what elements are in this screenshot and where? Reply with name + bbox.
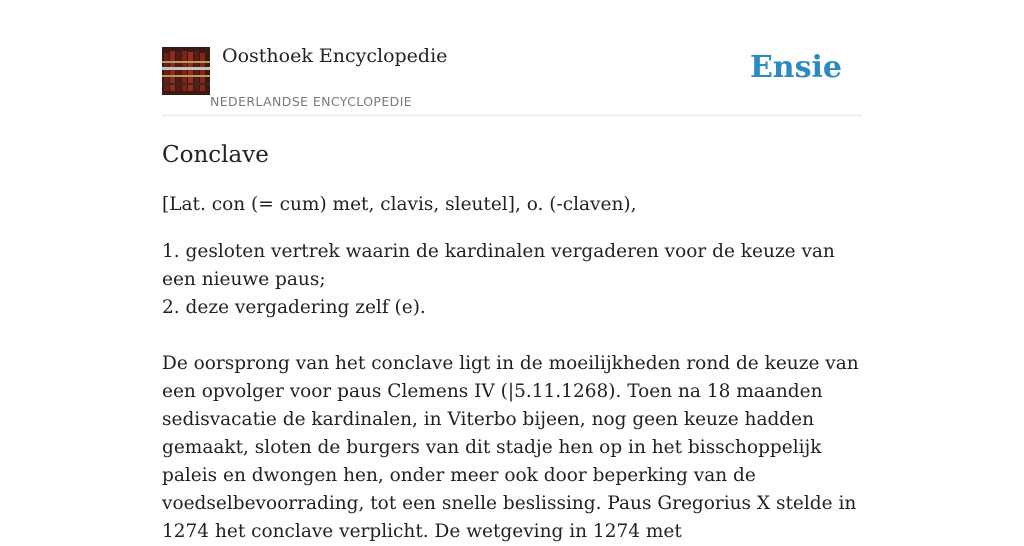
definition-2: 2. deze vergadering zelf (e). [162, 297, 426, 318]
article-definitions [162, 238, 862, 322]
article-paragraph: De oorsprong van het conclave ligt in de moeilijkheden rond de keuze van een opvolger voor paus Clemens IV (|5.11.1268). Toen na 18 maanden sedisvacatie de kardinalen, in Viterbo bijeen, nog geen keuze hadden gemaakt, sloten de burgers van dit stadje hen op in het bisschoppelijk paleis en dwongen hen, onder meer ook door beperking van de voedselbevoorrading, tot een snelle beslissing. Paus Gregorius X stelde in 1274 het conclave verplicht. De wetgeving in 1274 met [162, 353, 859, 542]
encyclopedia-books-icon[interactable] [162, 47, 210, 95]
article-etymology: [Lat. con (= cum) met, clavis, sleutel], o. (-claven), [162, 194, 637, 215]
site-subtitle: NEDERLANDSE ENCYCLOPEDIE [210, 94, 413, 109]
site-name[interactable]: Oosthoek Encyclopedie [222, 45, 448, 67]
page [162, 0, 862, 542]
article-body [162, 191, 862, 546]
definition-1: 1. gesloten vertrek waarin de kardinalen vergaderen voor de keuze van een nieuwe paus; [162, 241, 835, 290]
brand-logo[interactable]: Ensie [749, 50, 842, 85]
article-title: Conclave [162, 142, 269, 168]
site-header [162, 0, 862, 116]
